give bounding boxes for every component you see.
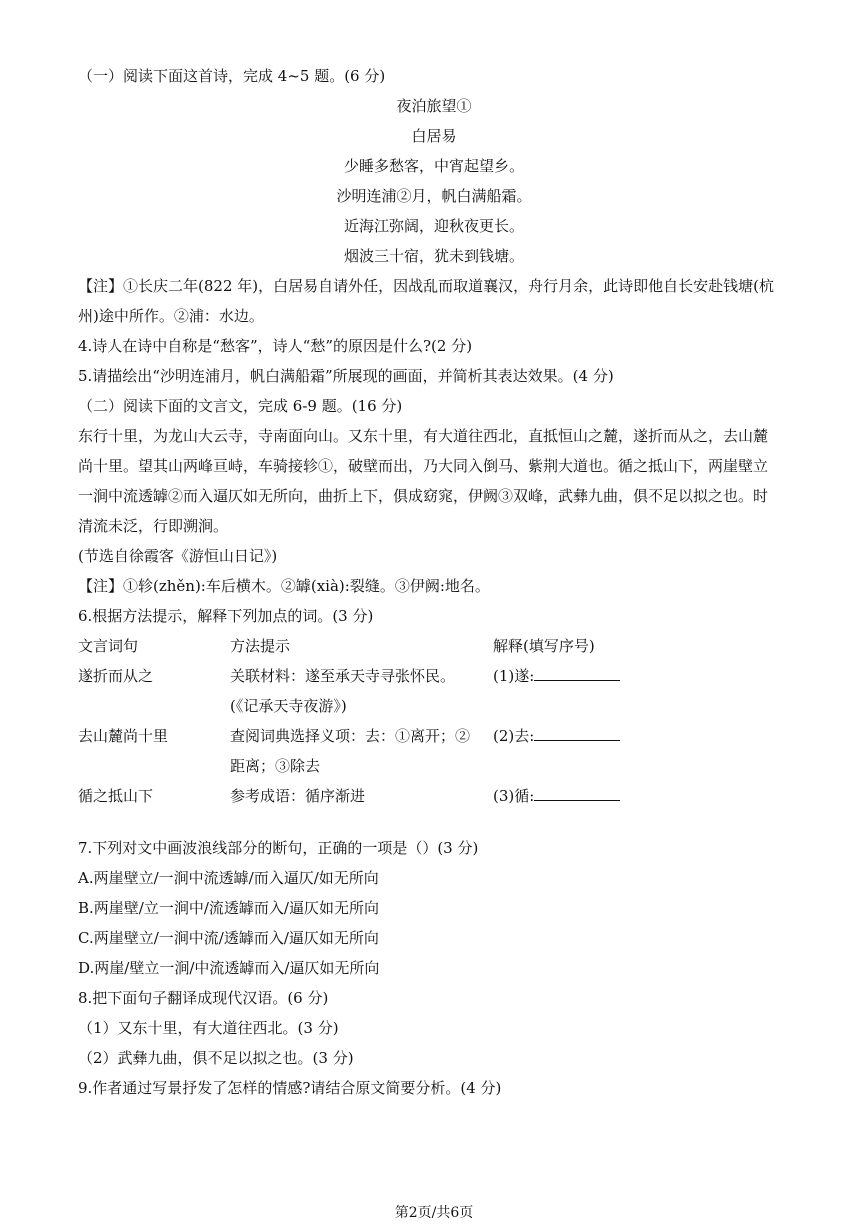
table-row-phrase: 遂折而从之 bbox=[78, 667, 154, 685]
answer-label: (1)遂: bbox=[493, 667, 535, 685]
option-d: D.两崖/壁立一涧/中流透罅而入/逼仄如无所向 bbox=[78, 959, 380, 977]
question-4: 4.诗人在诗中自称是“愁客”，诗人“愁”的原因是什么?(2 分) bbox=[78, 337, 473, 355]
passage-line: 尚十里。望其山两峰亘峙，车骑接轸①，破壁而出，乃大同入倒马、紫荆大道也。循之抵山下，两崖壁立 bbox=[78, 457, 769, 475]
question-8: 8.把下面句子翻译成现代汉语。(6 分) bbox=[78, 989, 329, 1007]
table-row-hint-cont: (《记承天寺夜游》) bbox=[230, 697, 347, 715]
option-c: C.两崖壁立/一涧中流/透罅而入/逼仄如无所向 bbox=[78, 929, 379, 947]
table-row-hint-cont: 距离；③除去 bbox=[230, 757, 321, 775]
table-row-phrase: 去山麓尚十里 bbox=[78, 727, 169, 745]
passage-line: 清流未泛，行即溯涧。 bbox=[78, 517, 229, 535]
question-5: 5.请描绘出“沙明连浦月，帆白满船霜”所展现的画面，并简析其表达效果。(4 分) bbox=[78, 367, 614, 385]
option-a: A.两崖壁立/一涧中流透罅/而入逼仄/如无所向 bbox=[78, 869, 379, 887]
table-row-answer bbox=[493, 726, 620, 746]
question-8-item: （1）又东十里，有大道往西北。(3 分) bbox=[78, 1019, 339, 1037]
poem-author: 白居易 bbox=[411, 127, 457, 145]
poem-note: 【注】①长庆二年(822 年)，白居易自请外任，因战乱而取道襄汉，舟行月余，此诗即他自长安赴钱塘(杭 bbox=[78, 277, 774, 295]
table-header-answer: 解释(填写序号) bbox=[493, 637, 595, 655]
table-row-answer bbox=[493, 786, 620, 806]
poem-note: 州)途中所作。②浦：水边。 bbox=[78, 307, 264, 325]
section2-heading: （二）阅读下面的文言文，完成 6-9 题。(16 分) bbox=[78, 397, 403, 415]
question-6: 6.根据方法提示，解释下列加点的词。(3 分) bbox=[78, 607, 374, 625]
page-footer: 第2页/共6页 bbox=[394, 1205, 474, 1221]
table-row-hint: 参考成语：循序渐进 bbox=[230, 787, 366, 805]
poem-line: 少睡多愁客，中宵起望乡。 bbox=[343, 157, 524, 175]
answer-blank[interactable] bbox=[534, 666, 620, 681]
section1-heading: （一）阅读下面这首诗，完成 4~5 题。(6 分) bbox=[78, 67, 386, 85]
poem-line: 烟波三十宿，犹未到钱塘。 bbox=[343, 247, 524, 265]
option-b: B.两崖壁/立一涧中/流透罅而入/逼仄如无所向 bbox=[78, 899, 379, 917]
passage-line: 一涧中流透罅②而入逼仄如无所向，曲折上下，俱成窈窕，伊阙③双峰，武彝九曲，俱不足以拟之也。时 bbox=[78, 487, 769, 505]
table-row-answer bbox=[493, 666, 620, 686]
passage-note: 【注】①轸(zhěn):车后横木。②罅(xià):裂缝。③伊阙:地名。 bbox=[78, 577, 490, 595]
table-header-hint: 方法提示 bbox=[230, 637, 291, 655]
question-7: 7.下列对文中画波浪线部分的断句，正确的一项是（）(3 分) bbox=[78, 839, 479, 857]
answer-label: (3)循: bbox=[493, 787, 535, 805]
table-header-phrase: 文言词句 bbox=[78, 637, 139, 655]
question-9: 9.作者通过写景抒发了怎样的情感?请结合原文简要分析。(4 分) bbox=[78, 1079, 502, 1097]
passage-source: (节选自徐霞客《游恒山日记》) bbox=[78, 547, 278, 565]
passage-line: 东行十里，为龙山大云寺，寺南面向山。又东十里，有大道往西北，直抵恒山之麓，遂折而从之，去山麓 bbox=[78, 427, 769, 445]
answer-blank[interactable] bbox=[534, 726, 620, 741]
question-8-item: （2）武彝九曲，俱不足以拟之也。(3 分) bbox=[78, 1049, 354, 1067]
poem-line: 近海江弥阔，迎秋夜更长。 bbox=[343, 217, 524, 235]
answer-label: (2)去: bbox=[493, 727, 535, 745]
poem-line: 沙明连浦②月，帆白满船霜。 bbox=[336, 187, 532, 205]
answer-blank[interactable] bbox=[534, 786, 620, 801]
table-row-hint: 关联材料：遂至承天寺寻张怀民。 bbox=[230, 667, 456, 685]
table-row-hint: 查阅词典选择义项：去：①离开；② bbox=[230, 727, 471, 745]
poem-title: 夜泊旅望① bbox=[396, 97, 472, 115]
table-row-phrase: 循之抵山下 bbox=[78, 787, 154, 805]
